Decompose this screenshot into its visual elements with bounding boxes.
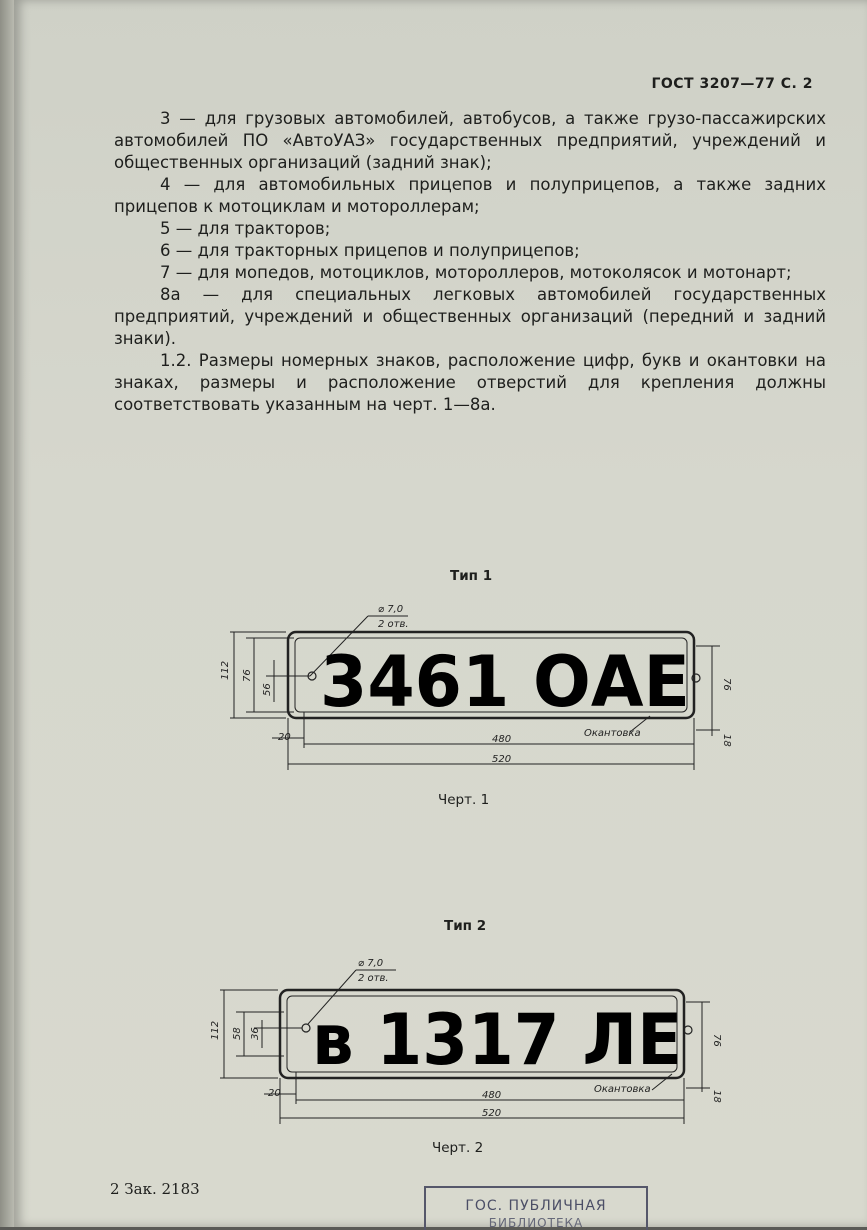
dim-hole-offset: 56 — [262, 683, 273, 696]
figure-2-caption: Черт. 2 — [432, 1140, 484, 1156]
paragraph: 1.2. Размеры номерных знаков, расположение цифр, букв и окантовки на знаках, размеры и расположение отверстий для крепления должны соответствовать указанным на черт. 1—8а. — [114, 351, 826, 414]
dim-right: 76 — [711, 1034, 722, 1047]
dim-inner: 58 — [232, 1027, 243, 1040]
hole-diameter-label: ⌀ 7,0 — [358, 958, 384, 969]
page-header: ГОСТ 3207—77 С. 2 — [651, 76, 813, 92]
dim-edge: 20 — [278, 732, 291, 743]
paragraph: 5 — для тракторов; — [160, 219, 331, 238]
dim-hole-offset: 36 — [250, 1027, 261, 1040]
dim-width: 520 — [482, 1108, 502, 1119]
hole-count-label: 2 отв. — [358, 973, 389, 984]
dim-bottom: 18 — [711, 1090, 722, 1103]
border-label: Окантовка — [594, 1084, 651, 1095]
paragraph: 7 — для мопедов, мотоциклов, мотороллеров, мотоколясок и мотонарт; — [160, 263, 792, 282]
body-text — [114, 108, 826, 416]
dim-edge: 20 — [268, 1088, 281, 1099]
dim-inner-width: 480 — [482, 1090, 502, 1101]
mount-hole-left — [302, 1024, 310, 1032]
figure-1-type-label: Тип 1 — [450, 568, 493, 584]
figure-1-caption: Черт. 1 — [438, 792, 490, 808]
paragraph: 3 — для грузовых автомобилей, автобусов, а также грузо-пассажирских автомобилей ПО «АвтоУАЗ» государственных предприятий, учреждений и общественных организаций (задний знак); — [114, 109, 826, 172]
document-page — [14, 0, 867, 1230]
dim-inner: 76 — [242, 669, 253, 682]
library-stamp — [424, 1186, 648, 1230]
dim-inner-width: 480 — [492, 734, 512, 745]
hole-count-label: 2 отв. — [378, 619, 409, 630]
plate-number: в 1317 ЛЕ — [312, 999, 682, 1081]
page-binding-edge — [0, 0, 14, 1227]
order-number: 2 Зак. 2183 — [110, 1180, 200, 1198]
paragraph: 6 — для тракторных прицепов и полуприцепов; — [160, 241, 580, 260]
paragraph: 8а — для специальных легковых автомобилей государственных предприятий, учреждений и общественных организаций (передний и задний знаки). — [114, 285, 826, 348]
stamp-line-2: БИБЛИОТЕКА — [488, 1216, 584, 1230]
paragraph: 4 — для автомобильных прицепов и полуприцепов, а также задних прицепов к мотоциклам и мотороллерам; — [114, 175, 826, 216]
figure-2-drawing — [210, 950, 730, 1130]
dim-height: 112 — [210, 1020, 221, 1040]
plate-number: 3461 ОАЕ — [320, 641, 690, 723]
dim-bottom: 18 — [721, 734, 732, 747]
border-label: Окантовка — [584, 728, 641, 739]
dim-height: 112 — [220, 660, 231, 680]
figure-2-type-label: Тип 2 — [444, 918, 487, 934]
dim-right: 76 — [721, 678, 732, 691]
figure-1-drawing — [220, 598, 740, 778]
hole-diameter-label: ⌀ 7,0 — [378, 604, 404, 615]
stamp-line-1: ГОС. ПУБЛИЧНАЯ — [465, 1198, 607, 1214]
dim-width: 520 — [492, 754, 512, 765]
